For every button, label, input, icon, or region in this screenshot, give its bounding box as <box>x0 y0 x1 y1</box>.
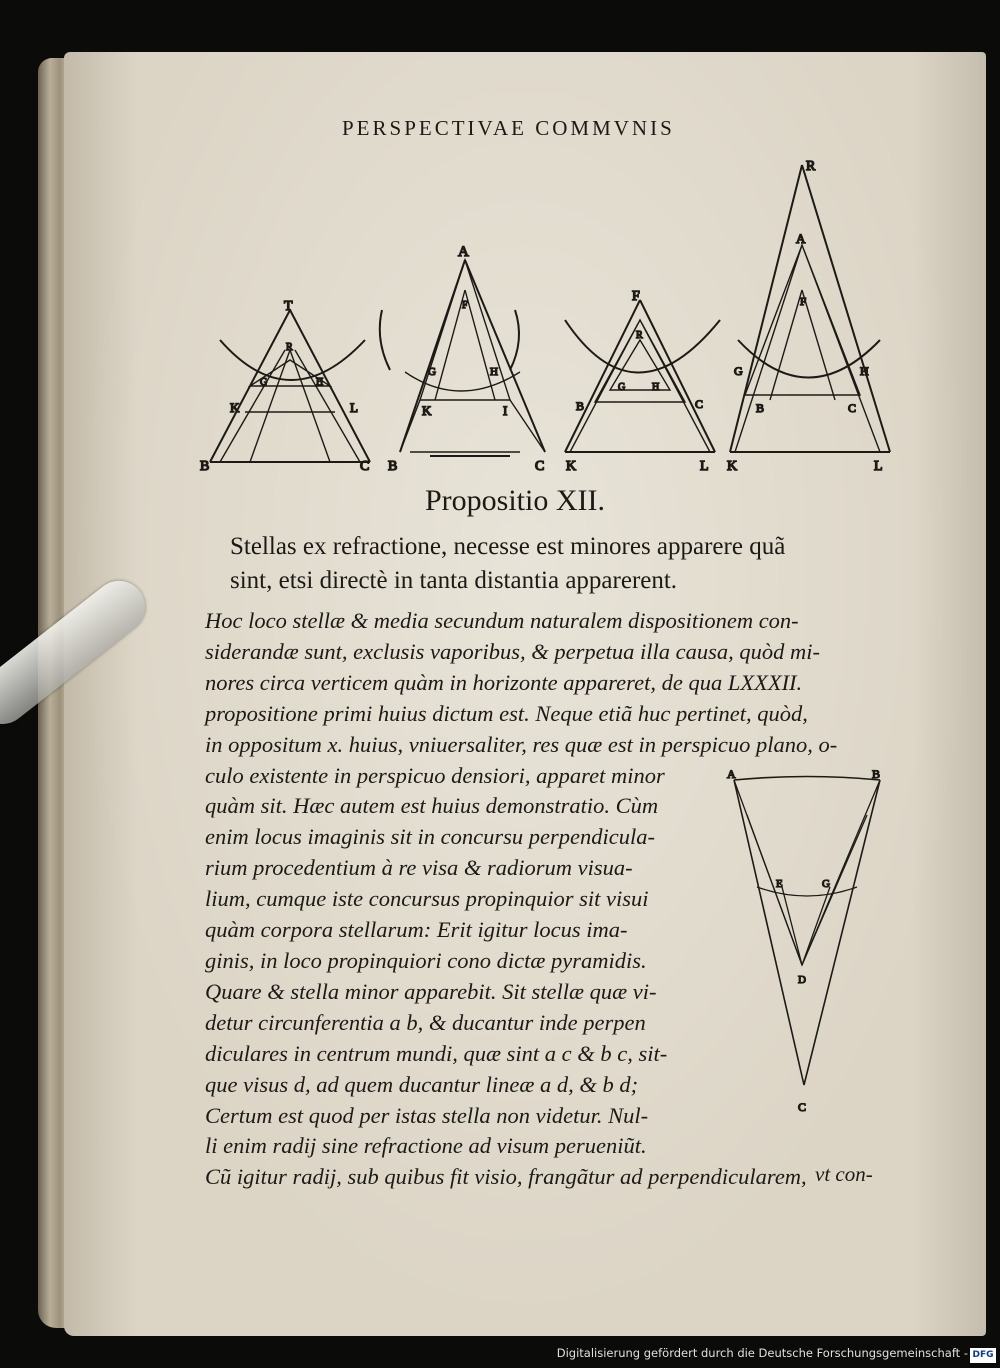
label-R4: R <box>806 159 816 174</box>
label-H3: H <box>652 382 660 393</box>
text-line: Quare & stella minor apparebit. Sit stellæ quæ vi- <box>205 978 657 1004</box>
label-b: B <box>872 767 881 781</box>
label-L: L <box>350 400 358 415</box>
text-line: ginis, in loco propinquiori cono dictæ pyramidis. <box>205 947 647 973</box>
proposition-title: Propositio XII. <box>425 484 605 517</box>
text-line: culo existente in perspicuo densiori, apparet minor <box>205 762 665 788</box>
text-line: rium procedentium à re visa & radiorum visua- <box>205 855 633 881</box>
text-line: Cũ igitur radij, sub quibus fit visio, frangãtur ad perpendicularem, <box>205 1164 807 1190</box>
text-line: detur circunferentia a b, & ducantur inde perpen <box>205 1009 646 1035</box>
label-K: K <box>230 400 240 415</box>
dfg-logo: DFG <box>970 1348 996 1363</box>
enunciation-line: sint, etsi directè in tanta distantia apparerent. <box>230 567 678 594</box>
label-K3: K <box>566 459 577 474</box>
label-C4: C <box>848 401 857 415</box>
label-c: C <box>798 1100 807 1114</box>
label-G3: G <box>618 382 626 393</box>
label-A: A <box>458 244 469 260</box>
label-R3: R <box>636 330 643 341</box>
running-head: PERSPECTIVAE COMMVNIS <box>342 116 675 140</box>
footer-credit: Digitalisierung gefördert durch die Deutsche Forschungsgemeinschaft - <box>556 1346 968 1360</box>
label-H2: H <box>490 366 498 378</box>
label-K4: K <box>727 459 738 474</box>
enunciation-line: Stellas ex refractione, necesse est minores apparere quã <box>230 533 786 560</box>
label-e: E <box>776 878 783 890</box>
text-line: li enim radij sine refractione ad visum perueniũt. <box>205 1133 647 1159</box>
label-L3: L <box>700 459 709 474</box>
catchword: vt con- <box>815 1162 873 1186</box>
label-a: A <box>727 767 736 781</box>
label-R: R <box>286 342 293 353</box>
text-line: Certum est quod per istas stella non videtur. Nul- <box>205 1102 649 1128</box>
label-G2: G <box>428 366 436 378</box>
text-line: propositione primi huius dictum est. Neque etiã huc pertinet, quòd, <box>205 700 808 726</box>
label-B2: B <box>388 459 398 474</box>
text-line: quàm corpora stellarum: Erit igitur locus ima- <box>205 917 628 943</box>
label-A4: A <box>796 231 806 246</box>
text-line: Hoc loco stellæ & media secundum naturalem dispositionem con- <box>205 608 799 633</box>
label-B3: B <box>576 399 585 413</box>
figure-4 <box>727 159 890 474</box>
label-B: B <box>200 459 210 474</box>
text-line: diculares in centrum mundi, quæ sint a c & b c, sit- <box>205 1040 668 1066</box>
label-F: F <box>462 300 468 311</box>
text-line: in oppositum x. huius, vniuersaliter, res quæ est in perspicuo plano, o- <box>205 731 838 757</box>
text-line: siderandæ sunt, exclusis vaporibus, & perpetua illa causa, quòd mi- <box>205 638 820 664</box>
label-d: D <box>798 974 806 986</box>
text-line: enim locus imaginis sit in concursu perpendicula- <box>205 824 655 850</box>
text-line: que visus d, ad quem ducantur lineæ a d, & b d; <box>205 1071 639 1097</box>
pyramid-figure <box>722 767 892 1115</box>
label-C: C <box>360 459 370 474</box>
text-line: quàm sit. Hæc autem est huius demonstratio. Cùm <box>205 793 659 819</box>
label-H: H <box>316 377 324 388</box>
label-G: G <box>260 377 268 388</box>
figure-3 <box>565 289 720 474</box>
label-I: I <box>503 403 508 418</box>
label-H4: H <box>860 364 869 378</box>
label-F4: F <box>800 296 807 308</box>
label-T: T <box>284 299 293 314</box>
label-g: G <box>822 878 830 890</box>
label-G4: G <box>734 364 743 378</box>
refraction-figures <box>190 150 900 490</box>
figure-2 <box>380 244 545 474</box>
label-B4: B <box>756 401 765 415</box>
label-L4: L <box>874 459 883 474</box>
figure-1 <box>200 299 370 474</box>
footer-bar <box>0 1342 1000 1368</box>
text-line: lium, cumque iste concursus propinquior sit visui <box>205 886 649 912</box>
enunciation <box>230 530 900 598</box>
text-line: nores circa verticem quàm in horizonte appareret, de qua LXXXII. <box>205 669 803 695</box>
label-F3: F <box>632 289 640 304</box>
label-C2: C <box>535 459 545 474</box>
label-C3: C <box>695 397 704 411</box>
label-K2: K <box>422 403 432 418</box>
